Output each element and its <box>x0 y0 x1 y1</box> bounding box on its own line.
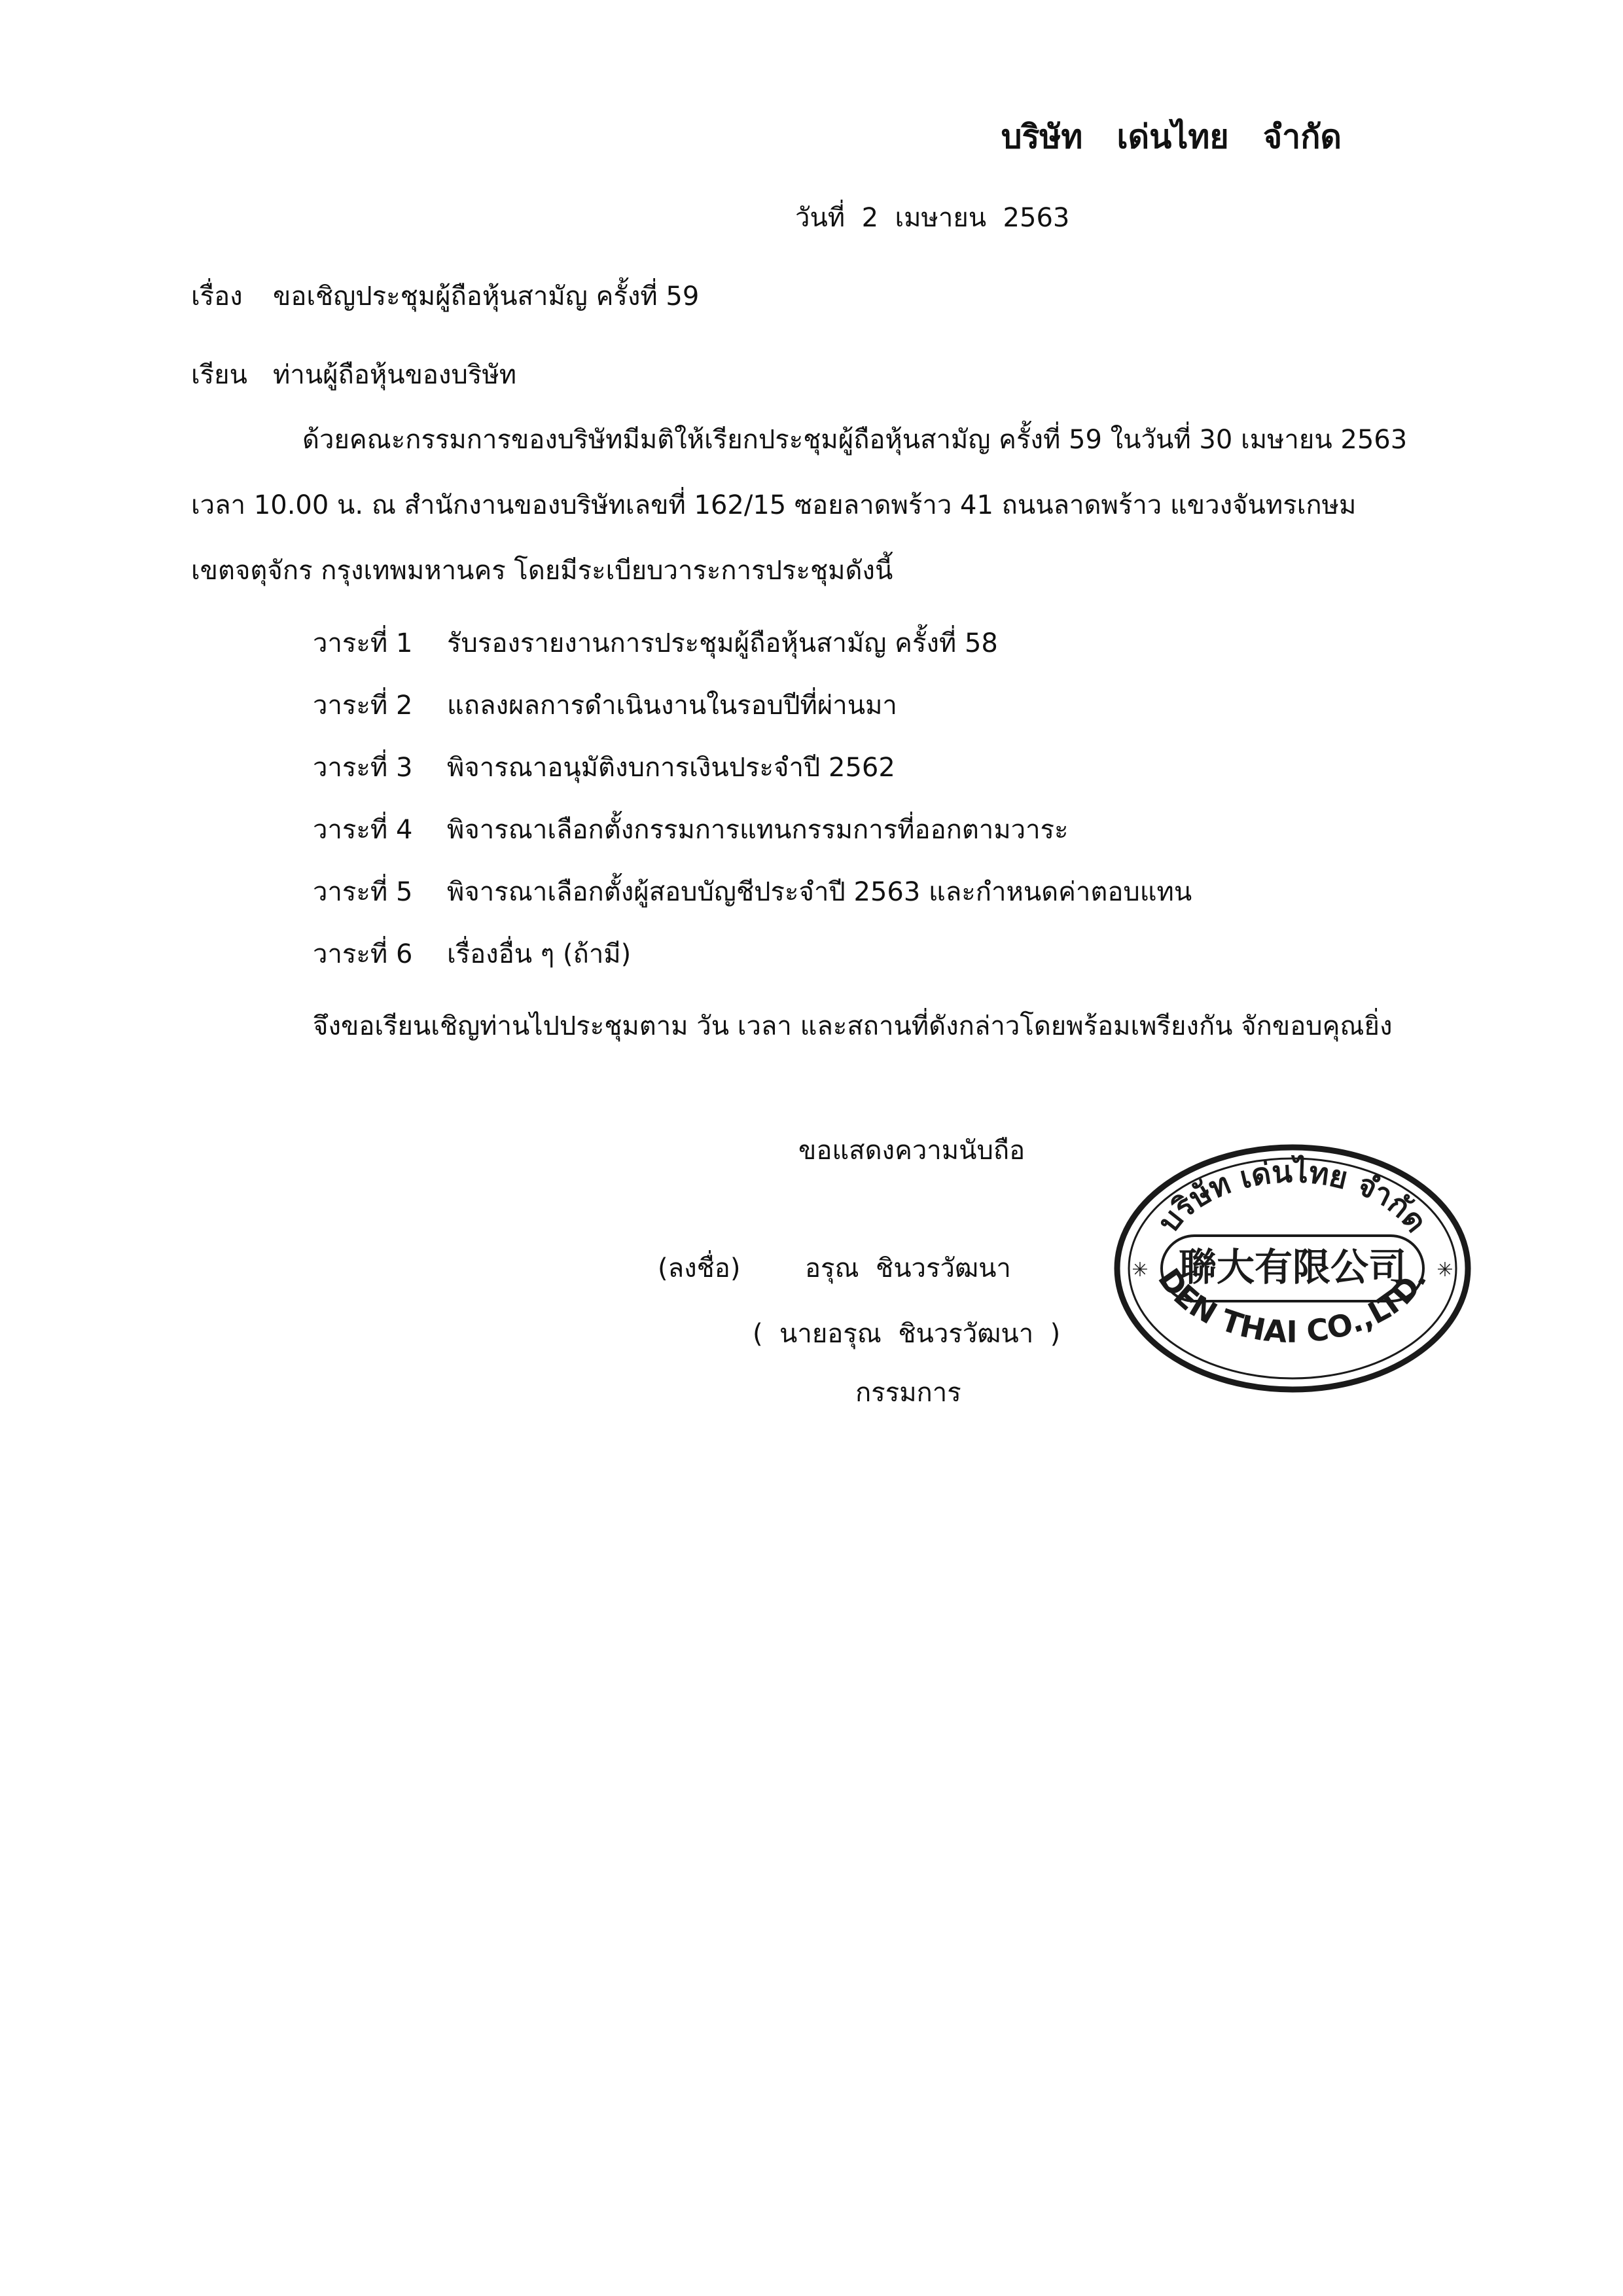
signed-label: (ลงชื่อ) <box>658 1253 741 1283</box>
agenda-number: วาระที่ 3 <box>313 753 413 783</box>
agenda-number: วาระที่ 2 <box>313 691 413 721</box>
recipient-label: เรียน <box>191 360 247 390</box>
seal-top-text: บริษัท เด่นไทย จำกัด <box>1150 1153 1435 1239</box>
subject-label: เรื่อง <box>191 281 243 312</box>
body-paragraph <box>191 407 1487 603</box>
agenda-number: วาระที่ 1 <box>313 628 413 658</box>
seal-star-right-icon: ✳ <box>1436 1259 1454 1282</box>
seal-star-left-icon: ✳ <box>1132 1259 1149 1282</box>
body-line-3: เขตจตุจักร กรุงเทพมหานคร โดยมีระเบียบวาระการประชุมดังนี้ <box>191 556 893 586</box>
agenda-item <box>313 684 1192 746</box>
agenda-item <box>313 622 1192 684</box>
subject-line <box>191 275 699 317</box>
body-line-2: เวลา 10.00 น. ณ สำนักงานของบริษัทเลขที่ 162/15 ซอยลาดพร้าว 41 ถนนลาดพร้าว แขวงจันทรเกษม <box>191 490 1357 520</box>
company-seal-stamp <box>1106 1138 1479 1399</box>
agenda-number: วาระที่ 5 <box>313 877 413 907</box>
agenda-item <box>313 933 1192 995</box>
agenda-number: วาระที่ 4 <box>313 815 413 845</box>
closing-sentence: จึงขอเรียนเชิญท่านไปประชุมตาม วัน เวลา และสถานที่ดังกล่าวโดยพร้อมเพรียงกัน จักขอบคุณยิ่ง <box>313 1011 1393 1041</box>
agenda-number: วาระที่ 6 <box>313 939 413 969</box>
agenda-text: รับรองรายงานการประชุมผู้ถือหุ้นสามัญ ครั้งที่ 58 <box>447 628 998 658</box>
agenda-text: พิจารณาเลือกตั้งกรรมการแทนกรรมการที่ออกตามวาระ <box>447 815 1069 845</box>
agenda-text: พิจารณาเลือกตั้งผู้สอบบัญชีประจำปี 2563 และกำหนดค่าตอบแทน <box>447 877 1192 907</box>
agenda-item <box>313 746 1192 808</box>
recipient-text: ท่านผู้ถือหุ้นของบริษัท <box>273 360 517 390</box>
printed-name: ( นายอรุณ ชินวรวัฒนา ) <box>753 1319 1061 1349</box>
agenda-item <box>313 870 1192 933</box>
subject-text: ขอเชิญประชุมผู้ถือหุ้นสามัญ ครั้งที่ 59 <box>273 281 700 312</box>
seal-chinese-text: 聯大有限公司 <box>1178 1245 1407 1289</box>
agenda-text: พิจารณาอนุมัติงบการเงินประจำปี 2562 <box>447 753 895 783</box>
signer-position: กรรมการ <box>855 1378 961 1408</box>
agenda-item <box>313 808 1192 870</box>
letter-date: วันที่ 2 เมษายน 2563 <box>795 203 1070 233</box>
recipient-line <box>191 353 516 395</box>
signature: อรุณ ชินวรวัฒนา <box>805 1253 1011 1283</box>
company-name: บริษัท เด่นไทย จำกัด <box>1001 118 1342 156</box>
agenda-text: แถลงผลการดำเนินงานในรอบปีที่ผ่านมา <box>447 691 897 721</box>
agenda-list <box>313 622 1192 995</box>
seal-bottom-text: DEN THAI CO.,LTD. <box>1151 1262 1434 1350</box>
regards-text: ขอแสดงความนับถือ <box>798 1136 1026 1166</box>
agenda-text: เรื่องอื่น ๆ (ถ้ามี) <box>447 939 632 969</box>
body-line-1: ด้วยคณะกรรมการของบริษัทมีมติให้เรียกประชุมผู้ถือหุ้นสามัญ ครั้งที่ 59 ในวันที่ 30 เมษายน 2563 <box>302 425 1408 455</box>
